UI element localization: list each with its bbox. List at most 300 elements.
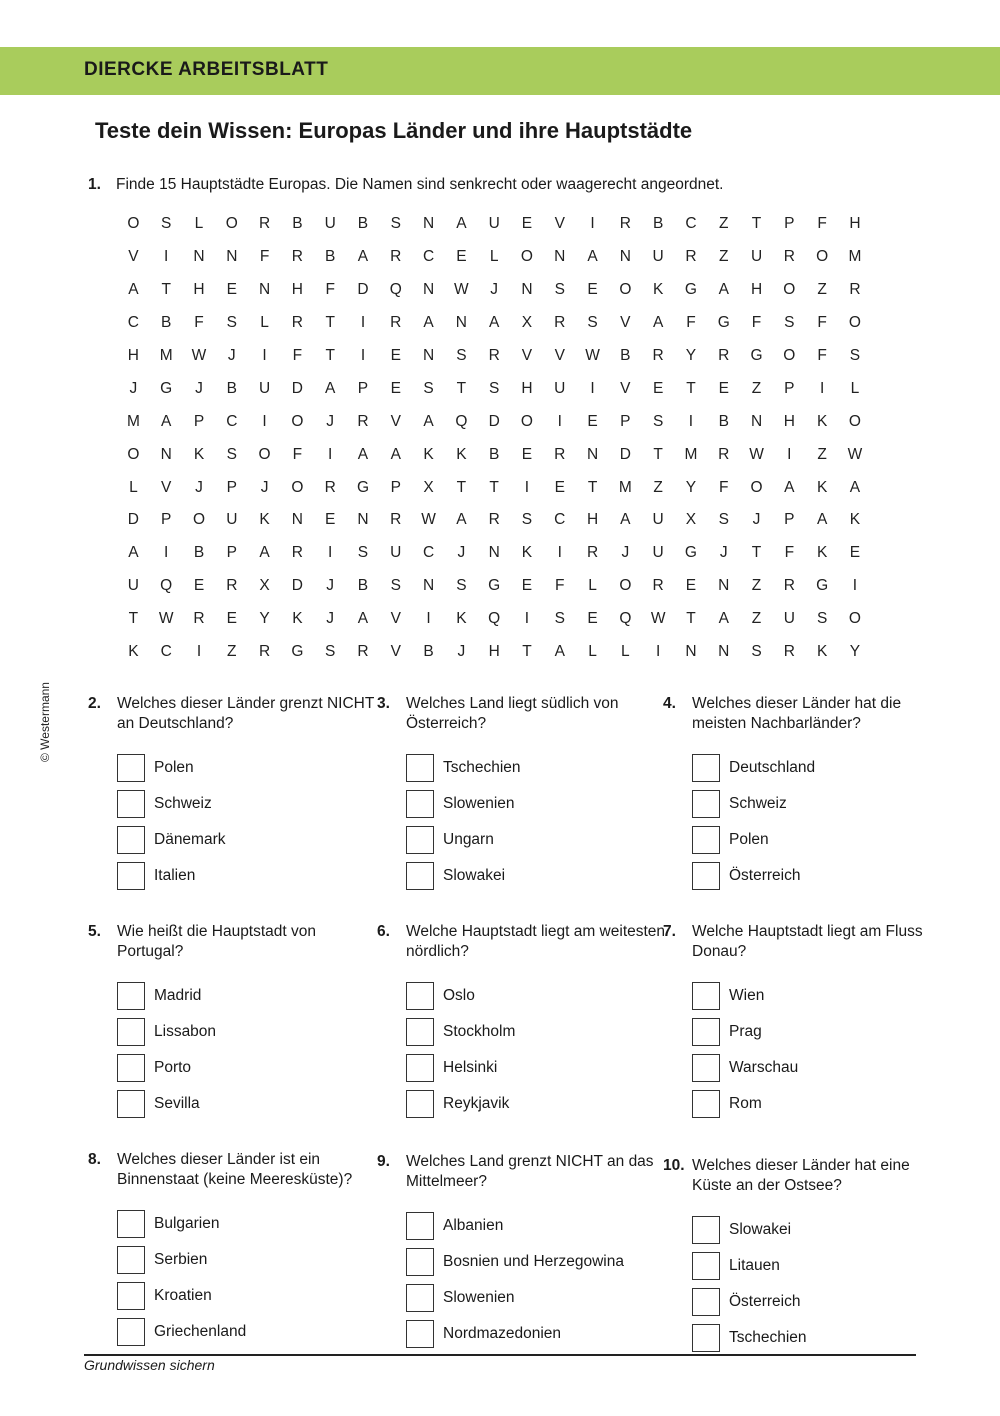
checkbox[interactable] xyxy=(692,826,720,854)
grid-letter[interactable]: N xyxy=(422,577,435,595)
grid-letter[interactable]: E xyxy=(521,445,533,463)
grid-letter[interactable]: J xyxy=(752,511,761,529)
grid-letter[interactable]: N xyxy=(422,347,435,364)
grid-letter[interactable]: G xyxy=(160,379,173,397)
grid-letter[interactable]: R xyxy=(783,643,795,661)
grid-letter[interactable]: E xyxy=(718,379,729,397)
grid-letter[interactable]: V xyxy=(161,478,172,496)
grid-letter[interactable]: P xyxy=(193,412,205,430)
grid-letter[interactable]: S xyxy=(554,281,565,299)
grid-letter[interactable]: H xyxy=(750,281,763,299)
grid-letter[interactable]: V xyxy=(521,347,533,364)
answer-option[interactable] xyxy=(117,822,378,858)
grid-letter[interactable]: V xyxy=(390,412,401,430)
grid-letter[interactable]: I xyxy=(688,412,694,430)
grid-letter[interactable]: I xyxy=(557,412,562,430)
checkbox[interactable] xyxy=(692,862,720,890)
grid-letter[interactable]: S xyxy=(849,347,861,364)
grid-letter[interactable]: U xyxy=(488,215,500,233)
grid-letter[interactable]: Y xyxy=(685,347,697,364)
grid-letter[interactable]: T xyxy=(489,478,499,496)
grid-letter[interactable]: A xyxy=(128,281,139,299)
grid-letter[interactable]: R xyxy=(554,445,566,463)
grid-letter[interactable]: O xyxy=(127,445,140,463)
grid-letter[interactable]: A xyxy=(849,478,861,496)
answer-option[interactable] xyxy=(692,1050,953,1086)
grid-letter[interactable]: R xyxy=(258,215,271,233)
grid-letter[interactable]: V xyxy=(390,643,401,661)
grid-letter[interactable]: X xyxy=(685,511,697,529)
grid-letter[interactable]: R xyxy=(357,412,369,430)
grid-letter[interactable]: A xyxy=(652,314,664,332)
grid-letter[interactable]: S xyxy=(390,215,401,233)
grid-letter[interactable]: L xyxy=(588,577,597,595)
grid-letter[interactable]: G xyxy=(750,347,763,364)
grid-letter[interactable]: R xyxy=(258,643,271,661)
grid-letter[interactable]: I xyxy=(328,445,333,463)
answer-option[interactable] xyxy=(692,978,953,1014)
answer-option[interactable] xyxy=(117,858,378,894)
checkbox[interactable] xyxy=(117,982,145,1010)
grid-letter[interactable]: B xyxy=(161,314,172,332)
checkbox[interactable] xyxy=(406,1090,434,1118)
checkbox[interactable] xyxy=(117,1210,145,1238)
grid-letter[interactable]: N xyxy=(258,281,271,299)
grid-letter[interactable]: S xyxy=(816,610,828,628)
grid-letter[interactable]: P xyxy=(784,511,795,529)
grid-letter[interactable]: B xyxy=(652,215,664,233)
grid-letter[interactable]: I xyxy=(524,478,530,496)
grid-letter[interactable]: E xyxy=(226,610,237,628)
grid-letter[interactable]: B xyxy=(423,643,434,661)
checkbox[interactable] xyxy=(117,1090,145,1118)
grid-letter[interactable]: T xyxy=(522,643,532,661)
grid-letter[interactable]: T xyxy=(325,347,335,364)
grid-letter[interactable]: Z xyxy=(817,281,827,299)
grid-letter[interactable]: Q xyxy=(160,577,173,595)
grid-letter[interactable]: U xyxy=(652,248,664,266)
answer-option[interactable] xyxy=(406,1316,667,1352)
grid-letter[interactable]: Z xyxy=(719,248,729,266)
grid-letter[interactable]: F xyxy=(817,314,827,332)
grid-letter[interactable]: Z xyxy=(719,215,729,233)
answer-option[interactable] xyxy=(406,978,667,1014)
grid-letter[interactable]: A xyxy=(390,445,401,463)
checkbox[interactable] xyxy=(692,1018,720,1046)
grid-letter[interactable]: B xyxy=(292,215,303,233)
grid-letter[interactable]: T xyxy=(686,379,696,397)
grid-letter[interactable]: S xyxy=(652,412,664,430)
grid-letter[interactable]: B xyxy=(620,347,631,364)
grid-letter[interactable]: Z xyxy=(227,643,237,661)
grid-letter[interactable]: S xyxy=(784,314,795,332)
grid-letter[interactable]: I xyxy=(655,643,661,661)
answer-option[interactable] xyxy=(692,822,953,858)
grid-letter[interactable]: F xyxy=(686,314,696,332)
grid-letter[interactable]: T xyxy=(751,215,762,233)
checkbox[interactable] xyxy=(406,1284,434,1312)
checkbox[interactable] xyxy=(692,790,720,818)
grid-letter[interactable]: W xyxy=(191,347,207,364)
grid-letter[interactable]: U xyxy=(554,379,566,397)
checkbox[interactable] xyxy=(117,1318,145,1346)
grid-letter[interactable]: R xyxy=(652,577,664,595)
grid-letter[interactable]: I xyxy=(164,544,169,562)
grid-letter[interactable]: E xyxy=(685,577,697,595)
grid-letter[interactable]: R xyxy=(291,248,303,266)
grid-letter[interactable]: H xyxy=(488,643,500,661)
grid-letter[interactable]: I xyxy=(262,347,267,364)
grid-letter[interactable]: A xyxy=(718,281,729,299)
grid-letter[interactable]: R xyxy=(652,347,664,364)
grid-letter[interactable]: V xyxy=(390,610,401,628)
answer-option[interactable] xyxy=(406,1050,667,1086)
grid-letter[interactable]: B xyxy=(325,248,336,266)
answer-option[interactable] xyxy=(406,786,667,822)
grid-letter[interactable]: F xyxy=(194,314,204,332)
grid-letter[interactable]: C xyxy=(422,248,435,266)
grid-letter[interactable]: O xyxy=(848,412,861,430)
grid-letter[interactable]: Z xyxy=(653,478,663,496)
checkbox[interactable] xyxy=(117,1018,145,1046)
grid-letter[interactable]: W xyxy=(847,445,863,463)
grid-letter[interactable]: N xyxy=(226,248,238,266)
grid-letter[interactable]: R xyxy=(586,544,599,562)
grid-letter[interactable]: Y xyxy=(685,478,697,496)
grid-letter[interactable]: N xyxy=(685,643,697,661)
grid-letter[interactable]: C xyxy=(554,511,566,529)
checkbox[interactable] xyxy=(692,1288,720,1316)
grid-letter[interactable]: O xyxy=(520,248,533,266)
grid-letter[interactable]: G xyxy=(356,478,369,496)
grid-letter[interactable]: G xyxy=(488,577,501,595)
grid-letter[interactable]: R xyxy=(718,445,730,463)
grid-letter[interactable]: E xyxy=(226,281,237,299)
grid-letter[interactable]: E xyxy=(521,577,533,595)
grid-letter[interactable]: E xyxy=(390,347,401,364)
grid-letter[interactable]: G xyxy=(291,643,304,661)
grid-letter[interactable]: H xyxy=(849,215,861,233)
grid-letter[interactable]: I xyxy=(524,610,530,628)
grid-letter[interactable]: J xyxy=(457,643,466,661)
grid-letter[interactable]: G xyxy=(684,544,697,562)
grid-letter[interactable]: A xyxy=(620,511,631,529)
grid-letter[interactable]: B xyxy=(357,577,369,595)
grid-letter[interactable]: P xyxy=(390,478,401,496)
grid-letter[interactable]: O xyxy=(848,314,861,332)
grid-letter[interactable]: I xyxy=(164,248,169,266)
grid-letter[interactable]: U xyxy=(324,215,336,233)
grid-letter[interactable]: O xyxy=(783,281,796,299)
grid-letter[interactable]: S xyxy=(554,610,565,628)
grid-letter[interactable]: I xyxy=(360,347,366,364)
grid-letter[interactable]: F xyxy=(784,544,795,562)
grid-letter[interactable]: R xyxy=(324,478,336,496)
grid-letter[interactable]: A xyxy=(718,610,729,628)
grid-letter[interactable]: Z xyxy=(751,577,762,595)
answer-option[interactable] xyxy=(406,1086,667,1122)
answer-option[interactable] xyxy=(117,750,378,786)
grid-letter[interactable]: S xyxy=(456,347,467,364)
grid-letter[interactable]: N xyxy=(422,215,435,233)
grid-letter[interactable]: K xyxy=(652,281,664,299)
grid-letter[interactable]: A xyxy=(816,511,828,529)
grid-letter[interactable]: W xyxy=(421,511,436,529)
grid-letter[interactable]: R xyxy=(291,544,303,562)
grid-letter[interactable]: U xyxy=(226,511,238,529)
grid-letter[interactable]: P xyxy=(784,215,795,233)
grid-letter[interactable]: M xyxy=(848,248,862,266)
grid-letter[interactable]: I xyxy=(557,544,562,562)
grid-letter[interactable]: C xyxy=(685,215,697,233)
grid-letter[interactable]: U xyxy=(127,577,139,595)
grid-letter[interactable]: V xyxy=(554,347,565,364)
grid-letter[interactable]: N xyxy=(554,248,566,266)
grid-letter[interactable]: J xyxy=(260,478,269,496)
answer-option[interactable] xyxy=(692,1320,953,1356)
grid-letter[interactable]: L xyxy=(621,643,630,661)
answer-option[interactable] xyxy=(692,1086,953,1122)
answer-option[interactable] xyxy=(406,750,667,786)
grid-letter[interactable]: A xyxy=(488,314,500,332)
grid-letter[interactable]: V xyxy=(128,248,139,266)
grid-letter[interactable]: A xyxy=(161,412,172,430)
grid-letter[interactable]: M xyxy=(159,347,173,364)
grid-letter[interactable]: P xyxy=(784,379,795,397)
grid-letter[interactable]: R xyxy=(554,314,566,332)
grid-letter[interactable]: N xyxy=(422,281,435,299)
answer-option[interactable] xyxy=(406,858,667,894)
grid-letter[interactable]: I xyxy=(426,610,431,628)
grid-letter[interactable]: I xyxy=(196,643,202,661)
grid-letter[interactable]: H xyxy=(193,281,205,299)
grid-letter[interactable]: P xyxy=(226,478,237,496)
grid-letter[interactable]: S xyxy=(325,643,336,661)
grid-letter[interactable]: F xyxy=(259,248,270,266)
grid-letter[interactable]: M xyxy=(126,412,140,430)
answer-option[interactable] xyxy=(692,750,953,786)
grid-letter[interactable]: E xyxy=(325,511,336,529)
grid-letter[interactable]: X xyxy=(259,577,270,595)
grid-letter[interactable]: O xyxy=(750,478,763,496)
grid-letter[interactable]: A xyxy=(357,445,369,463)
grid-letter[interactable]: S xyxy=(161,215,172,233)
grid-letter[interactable]: W xyxy=(585,347,600,364)
grid-letter[interactable]: E xyxy=(554,478,565,496)
grid-letter[interactable]: N xyxy=(160,445,172,463)
grid-letter[interactable]: B xyxy=(193,544,205,562)
checkbox[interactable] xyxy=(406,1320,434,1348)
grid-letter[interactable]: T xyxy=(456,478,467,496)
grid-letter[interactable]: W xyxy=(749,445,764,463)
grid-letter[interactable]: E xyxy=(587,412,598,430)
checkbox[interactable] xyxy=(692,754,720,782)
grid-letter[interactable]: L xyxy=(489,248,499,266)
grid-letter[interactable]: Y xyxy=(259,610,270,628)
checkbox[interactable] xyxy=(692,1054,720,1082)
grid-letter[interactable]: B xyxy=(357,215,369,233)
grid-letter[interactable]: S xyxy=(488,379,500,397)
grid-letter[interactable]: D xyxy=(488,412,500,430)
answer-option[interactable] xyxy=(117,1086,378,1122)
grid-letter[interactable]: B xyxy=(718,412,729,430)
grid-letter[interactable]: G xyxy=(717,314,730,332)
answer-option[interactable] xyxy=(117,786,378,822)
checkbox[interactable] xyxy=(406,1018,434,1046)
grid-letter[interactable]: E xyxy=(587,281,598,299)
grid-letter[interactable]: F xyxy=(719,478,729,496)
grid-letter[interactable]: R xyxy=(718,347,730,364)
grid-letter[interactable]: V xyxy=(620,379,631,397)
grid-letter[interactable]: T xyxy=(587,478,598,496)
grid-letter[interactable]: S xyxy=(423,379,434,397)
grid-letter[interactable]: R xyxy=(390,511,402,529)
grid-letter[interactable]: S xyxy=(587,314,598,332)
grid-letter[interactable]: W xyxy=(454,281,469,299)
grid-letter[interactable]: K xyxy=(193,445,205,463)
grid-letter[interactable]: U xyxy=(652,511,664,529)
grid-letter[interactable]: J xyxy=(457,544,466,562)
grid-letter[interactable]: U xyxy=(258,379,271,397)
grid-letter[interactable]: M xyxy=(618,478,632,496)
grid-letter[interactable]: H xyxy=(521,379,533,397)
grid-letter[interactable]: R xyxy=(291,314,303,332)
grid-letter[interactable]: L xyxy=(194,215,204,233)
grid-letter[interactable]: K xyxy=(849,511,861,529)
answer-option[interactable] xyxy=(406,1208,667,1244)
grid-letter[interactable]: O xyxy=(291,478,304,496)
grid-letter[interactable]: D xyxy=(357,281,369,299)
grid-letter[interactable]: K xyxy=(456,445,467,463)
grid-letter[interactable]: P xyxy=(226,544,237,562)
grid-letter[interactable]: O xyxy=(192,511,206,529)
grid-letter[interactable]: R xyxy=(685,248,697,266)
grid-letter[interactable]: H xyxy=(783,412,795,430)
answer-option[interactable] xyxy=(117,1242,378,1278)
grid-letter[interactable]: O xyxy=(291,412,304,430)
grid-letter[interactable]: S xyxy=(718,511,729,529)
answer-option[interactable] xyxy=(692,1284,953,1320)
answer-option[interactable] xyxy=(692,786,953,822)
grid-letter[interactable]: G xyxy=(684,281,697,299)
grid-letter[interactable]: H xyxy=(127,347,139,364)
grid-letter[interactable]: C xyxy=(422,544,435,562)
grid-letter[interactable]: A xyxy=(325,379,336,397)
grid-letter[interactable]: A xyxy=(259,544,270,562)
grid-letter[interactable]: A xyxy=(128,544,139,562)
grid-letter[interactable]: L xyxy=(260,314,269,332)
answer-option[interactable] xyxy=(406,822,667,858)
grid-letter[interactable]: M xyxy=(684,445,698,463)
answer-option[interactable] xyxy=(117,1050,378,1086)
grid-letter[interactable]: O xyxy=(520,412,533,430)
grid-letter[interactable]: A xyxy=(357,248,369,266)
grid-letter[interactable]: J xyxy=(490,281,499,299)
grid-letter[interactable]: Q xyxy=(488,610,501,628)
grid-letter[interactable]: W xyxy=(158,610,174,628)
grid-letter[interactable]: S xyxy=(521,511,533,529)
grid-letter[interactable]: O xyxy=(816,248,829,266)
grid-letter[interactable]: L xyxy=(588,643,597,661)
grid-letter[interactable]: D xyxy=(291,577,303,595)
grid-letter[interactable]: K xyxy=(292,610,303,628)
grid-letter[interactable]: D xyxy=(619,445,631,463)
grid-letter[interactable]: R xyxy=(226,577,238,595)
grid-letter[interactable]: U xyxy=(783,610,795,628)
grid-letter[interactable]: N xyxy=(586,445,599,463)
grid-letter[interactable]: R xyxy=(390,314,402,332)
grid-letter[interactable]: A xyxy=(423,314,434,332)
grid-letter[interactable]: F xyxy=(292,347,303,364)
grid-letter[interactable]: E xyxy=(390,379,401,397)
grid-letter[interactable]: T xyxy=(456,379,467,397)
grid-letter[interactable]: H xyxy=(586,511,599,529)
checkbox[interactable] xyxy=(117,1246,145,1274)
grid-letter[interactable]: O xyxy=(619,577,632,595)
grid-letter[interactable]: N xyxy=(521,281,533,299)
answer-option[interactable] xyxy=(117,1278,378,1314)
checkbox[interactable] xyxy=(406,790,434,818)
checkbox[interactable] xyxy=(406,1212,434,1240)
grid-letter[interactable]: O xyxy=(258,445,271,463)
grid-letter[interactable]: U xyxy=(652,544,664,562)
grid-letter[interactable]: R xyxy=(488,511,500,529)
grid-letter[interactable]: S xyxy=(226,445,237,463)
grid-letter[interactable]: J xyxy=(326,577,335,595)
grid-letter[interactable]: P xyxy=(620,412,631,430)
grid-letter[interactable]: K xyxy=(128,643,139,661)
grid-letter[interactable]: S xyxy=(226,314,237,332)
checkbox[interactable] xyxy=(406,826,434,854)
grid-letter[interactable]: A xyxy=(784,478,795,496)
grid-letter[interactable]: B xyxy=(226,379,237,397)
grid-letter[interactable]: R xyxy=(783,577,795,595)
grid-letter[interactable]: T xyxy=(161,281,171,299)
grid-letter[interactable]: E xyxy=(193,577,205,595)
grid-letter[interactable]: N xyxy=(718,643,730,661)
grid-letter[interactable]: I xyxy=(590,379,595,397)
answer-option[interactable] xyxy=(117,1314,378,1350)
checkbox[interactable] xyxy=(117,1054,145,1082)
grid-letter[interactable]: Z xyxy=(751,379,762,397)
grid-letter[interactable]: S xyxy=(390,577,401,595)
grid-letter[interactable]: D xyxy=(291,379,303,397)
grid-letter[interactable]: T xyxy=(325,314,335,332)
grid-letter[interactable]: F xyxy=(817,347,827,364)
grid-letter[interactable]: R xyxy=(488,347,500,364)
answer-option[interactable] xyxy=(692,1248,953,1284)
grid-letter[interactable]: P xyxy=(357,379,369,397)
answer-option[interactable] xyxy=(692,858,953,894)
checkbox[interactable] xyxy=(692,1324,720,1352)
grid-letter[interactable]: N xyxy=(193,248,205,266)
checkbox[interactable] xyxy=(692,982,720,1010)
grid-letter[interactable]: I xyxy=(787,445,792,463)
grid-letter[interactable]: O xyxy=(619,281,632,299)
grid-letter[interactable]: F xyxy=(555,577,565,595)
grid-letter[interactable]: R xyxy=(619,215,631,233)
grid-letter[interactable]: X xyxy=(521,314,533,332)
grid-letter[interactable]: X xyxy=(423,478,434,496)
grid-letter[interactable]: N xyxy=(488,544,500,562)
grid-letter[interactable]: E xyxy=(652,379,664,397)
checkbox[interactable] xyxy=(117,826,145,854)
grid-letter[interactable]: F xyxy=(325,281,335,299)
grid-letter[interactable]: R xyxy=(193,610,205,628)
grid-letter[interactable]: J xyxy=(195,379,203,397)
answer-option[interactable] xyxy=(692,1014,953,1050)
checkbox[interactable] xyxy=(692,1090,720,1118)
